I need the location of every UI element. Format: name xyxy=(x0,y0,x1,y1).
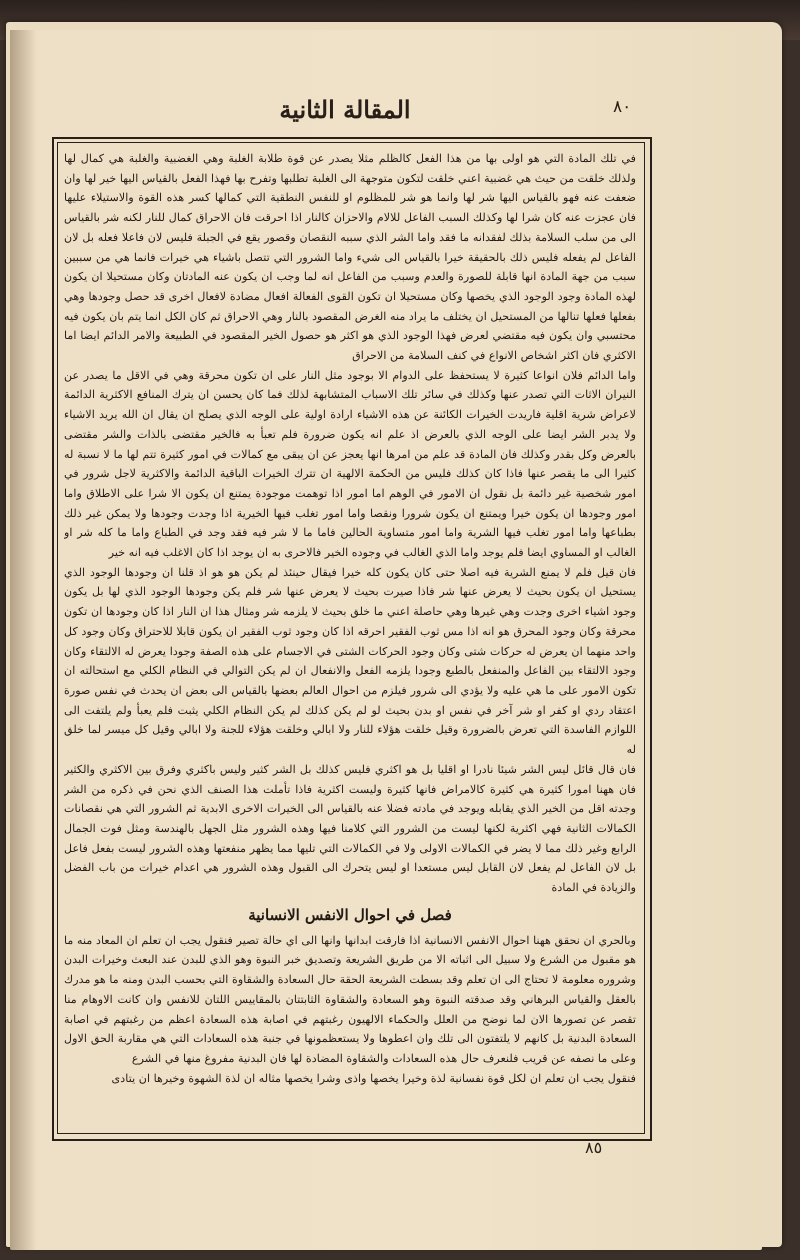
paragraph-6: فنقول يجب ان تعلم ان لكل قوة نفسانية لذة وخيرا يخصها واذى وشرا يخصها مثاله ان لذة الشهوة وخيرها ان يتادى xyxy=(111,1071,636,1085)
paragraph-2: واما الدائم فلان انواعا كثيرة لا يستحفظ على الدوام الا بوجود مثل النار على ان تكون محرقة وهي في الاقل ما يصدر عن النيران الاثات التي تصدر عنها وكذلك في سائر تلك الاسباب المتشابهة لذلك فما كان يحسن ان يترك المنافع الاكثرية الدائمة لاعراض شرية اقلية فاريدت الخيرات الكائنة عن هذه الاشياء ارادة اولية على الوجه الذي يصلح ان يقال ان الله يريد الاشياء ولا يدبر الشر ايضا على الوجه الذي بالعرض اذ علم انه يكون ضرورة فلم تعبأ به فالخير مقتضى بالذات والشر مقتضى بالعرض وكل بقدر وكذلك فان المادة قد علم من امرها انها يعجز عن ان يبقى مع كمالات في امور كثيرة تتم لها ما لا نسبة له كثيرا الى ما يقصر عنها فاذا كان كذلك فليس من الحكمة الالهية ان تترك الخيرات الباقية الدائمة والاكثرية لاجل شرور في امور شخصية غير دائمة بل نقول ان الامور في الوهم اما امور اذا توهمت موجودة يمتنع ان يكون الا شرا على الاطلاق واما امور وجودها ان يكون خيرا ويمتنع ان يكون شرورا ونقصا واما امور تغلب فيها الخيرية اذا وجدت وجودها ولا يمكن غير ذلك بطباعها واما امور تغلب فيها الشرية واما امور متساوية الحالين فاما ما لا شر فيه فقد وجد في الطباع واما ما كله شر او الغالب او المساوي ايضا فلم يوجد واما الذي الغالب في وجوده الخير فالاحرى به ان يوجد اذا كان الاغلب فيه انه خير xyxy=(64,368,636,560)
section-heading: فصل في احوال الانفس الانسانية xyxy=(248,905,452,924)
page-title: المقالة الثانية xyxy=(279,95,411,124)
main-text xyxy=(64,149,636,1131)
paragraph-3: فان قيل فلم لا يمنع الشرية فيه اصلا حتى كان يكون كله خيرا فيقال حينئذ لم يكن هو هو اذ قلنا ان وجودها الوجود الذي يستحيل ان يكون بحيث لا يعرض عنها شر فاذا صيرت بحيث لا يعرض عنها شر فلم يكن وجودها الوجود الذي لها بل يكون وجود اشياء اخرى وجدت وهي غيرها وهي حاصلة اعني ما خلق بحيث لا يلزمه شر ومثال هذا ان النار اذا كان وجودها ان تكون محرقة وكان وجود المحرق هو انه اذا مس ثوب الفقير احرقه اذا كان وجود ثوب الفقير ان يكون قابلا للاحتراق وكان وجود كل واحد منهما ان يعرض له حركات شتى وكان وجود الحركات الشتى في الاجسام على هذه الصفة وجودا يعرض له الالتقاء وكان وجود الالتقاء بين الفاعل والمنفعل بالطبع وجودا يلزمه الفعل والانفعال ان لم يكن التوالي في النظام الكلي مع استحالته ان تكون الامور على ما هي عليه ولا يؤدي الى شرور فيلزم من احوال العالم بعضها بالقياس الى بعض ان يحدث في نفس صورة اعتقاد ردي او كفر او شر آخر في نفس او بدن بحيث لو لم يكن كذلك لم يكن النظام الكلي يثبت فلم يعبأ ولم يلتفت الى اللوازم الفاسدة التي تعرض بالضرورة وقيل خلقت هؤلاء للنار ولا ابالي وخلقت هؤلاء للجنة ولا ابالي وقيل كل ميسر لما خلق له xyxy=(64,565,636,757)
paragraph-1: في تلك المادة التي هو اولى بها من هذا الفعل كالظلم مثلا يصدر عن قوة طلابة الغلبة وهي الغضبية والغلبة هي كمال لها ولذلك خلقت من حيث هي غضبية اعني خلقت لتكون متوجهة الى الغلبة تطلبها وتفرح بها فهذا الفعل بالقياس اليها خير لها وان ضعفت عنه فهو بالقياس اليها شر لها وانما هو شر للمظلوم او للنفس النطقية التي كمالها كسر هذه القوة والاستيلاء عليها فان عجزت عنه كان شرا لها وكذلك السبب الفاعل للالام والاحزان كالنار اذا احرقت فان الاحراق كمال للنار لكنه شر بالقياس الى من سلب السلامة بذلك لفقدانه ما فقد واما الشر الذي سببه النقصان وقصور يقع في الجبلة فليس لان فاعلا فعله بل لان الفاعل لم يفعله فليس ذلك بالحقيقة خيرا بالقياس الى شيء واما الشرور التي تتصل باشياء هي خيرات فانما هي من سببين سبب من جهة المادة انها قابلة للصورة والعدم وسبب من الفاعل انه لما وجب ان يكون عنه المادتان وكان مستحيلا ان يكون لهذه المادة وجود الوجود الذي يخصها وكان مستحيلا ان تكون القوى الفعالة افعال مضادة لافعال اخرى قد حصل وجودها وهي بفعلها فعلها تنالها من المستحيل ان يختلف ما يراد منه الغرض المقصود بالنار وهي الاحراق ثم كان الكل انما يتم بان يكون فيه محتسبي وان يكون فيه مقتضي لعرض فهذا الوجود الذي هو اكثر هو حصول الخير المقصود في الطبيعة والامر الدائم ايضا اما الاكثري فان اكثر اشخاص الانواع في كنف السلامة من الاحراق xyxy=(64,152,636,363)
spine-shadow xyxy=(10,30,36,1250)
page-number-bottom: ٨٥ xyxy=(585,1138,603,1157)
paragraph-5: وبالحري ان نحقق ههنا احوال الانفس الانسانية اذا فارقت ابدانها وانها الى اي حالة تصير فنقول يجب ان تعلم ان المعاد منه ما هو مقبول من الشرع ولا سبيل الى اثباته الا من طريق الشريعة وتصديق خبر النبوة وهو الذي للبدن عند البعث وخيرات البدن وشروره معلومة لا تحتاج الى ان تعلم وقد بسطت الشريعة الحقة حال السعادة والشقاوة التي بحسب البدن ومنه ما هو مدرك بالعقل والقياس البرهاني وقد صدقته النبوة وهو السعادة والشقاوة الثابتتان بالمقاييس اللتان للانفس وان كانت الاوهام منا تقصر عن تصورها الان لما نوضح من العلل والحكماء الالهيون رغبتهم في اصابة هذه السعادة اعظم من رغبتهم في اصابة السعادة البدنية بل كانهم لا يلتفتون الى تلك وان اعطوها ولا يستعظمونها في جنبة هذه السعادات التي هي مقاربة الحق الاول وعلى ما نصفه عن قريب فلنعرف حال هذه السعادات والشقاوة المضادة لها فان البدنية مفروغ منها في الشرع xyxy=(64,933,636,1065)
page-number-top: ٨٠ xyxy=(613,97,632,117)
paragraph-4: فان قال قائل ليس الشر شيئا نادرا او اقليا بل هو اكثري فليس كذلك بل الشر كثير وليس باكثري وفرق بين الاكثري والكثير فان ههنا امورا كثيرة هي كثيرة كالامراض فانها كثيرة وليست اكثرية فاذا تأملت هذا الصنف الذي نحن في ذكره من الشر وجدته اقل من الخير الذي يقابله ويوجد في مادته فضلا عنه بالقياس الى الخيرات الاخرى الابدية ثم الشرور التي هي نقصانات الكمالات الثانية فهي اكثرية لكنها ليست من الشرور التي كلامنا فيها وهذه الشرور مثل الجهل بالهندسة ومثل فوت الجمال الرابع وغير ذلك مما لا يضر في الكمالات الاولى ولا في الكمالات التي تليها مما يظهر منفعتها وهذه الشرور ليست بفعل فاعل بل لان الفاعل لم يفعل لان القابل ليس مستعدا او ليس يتحرك الى القبول وهذه الشرور هي اعدام خيرات من باب الفضل والزيادة في المادة xyxy=(64,762,636,895)
running-head xyxy=(45,95,645,135)
